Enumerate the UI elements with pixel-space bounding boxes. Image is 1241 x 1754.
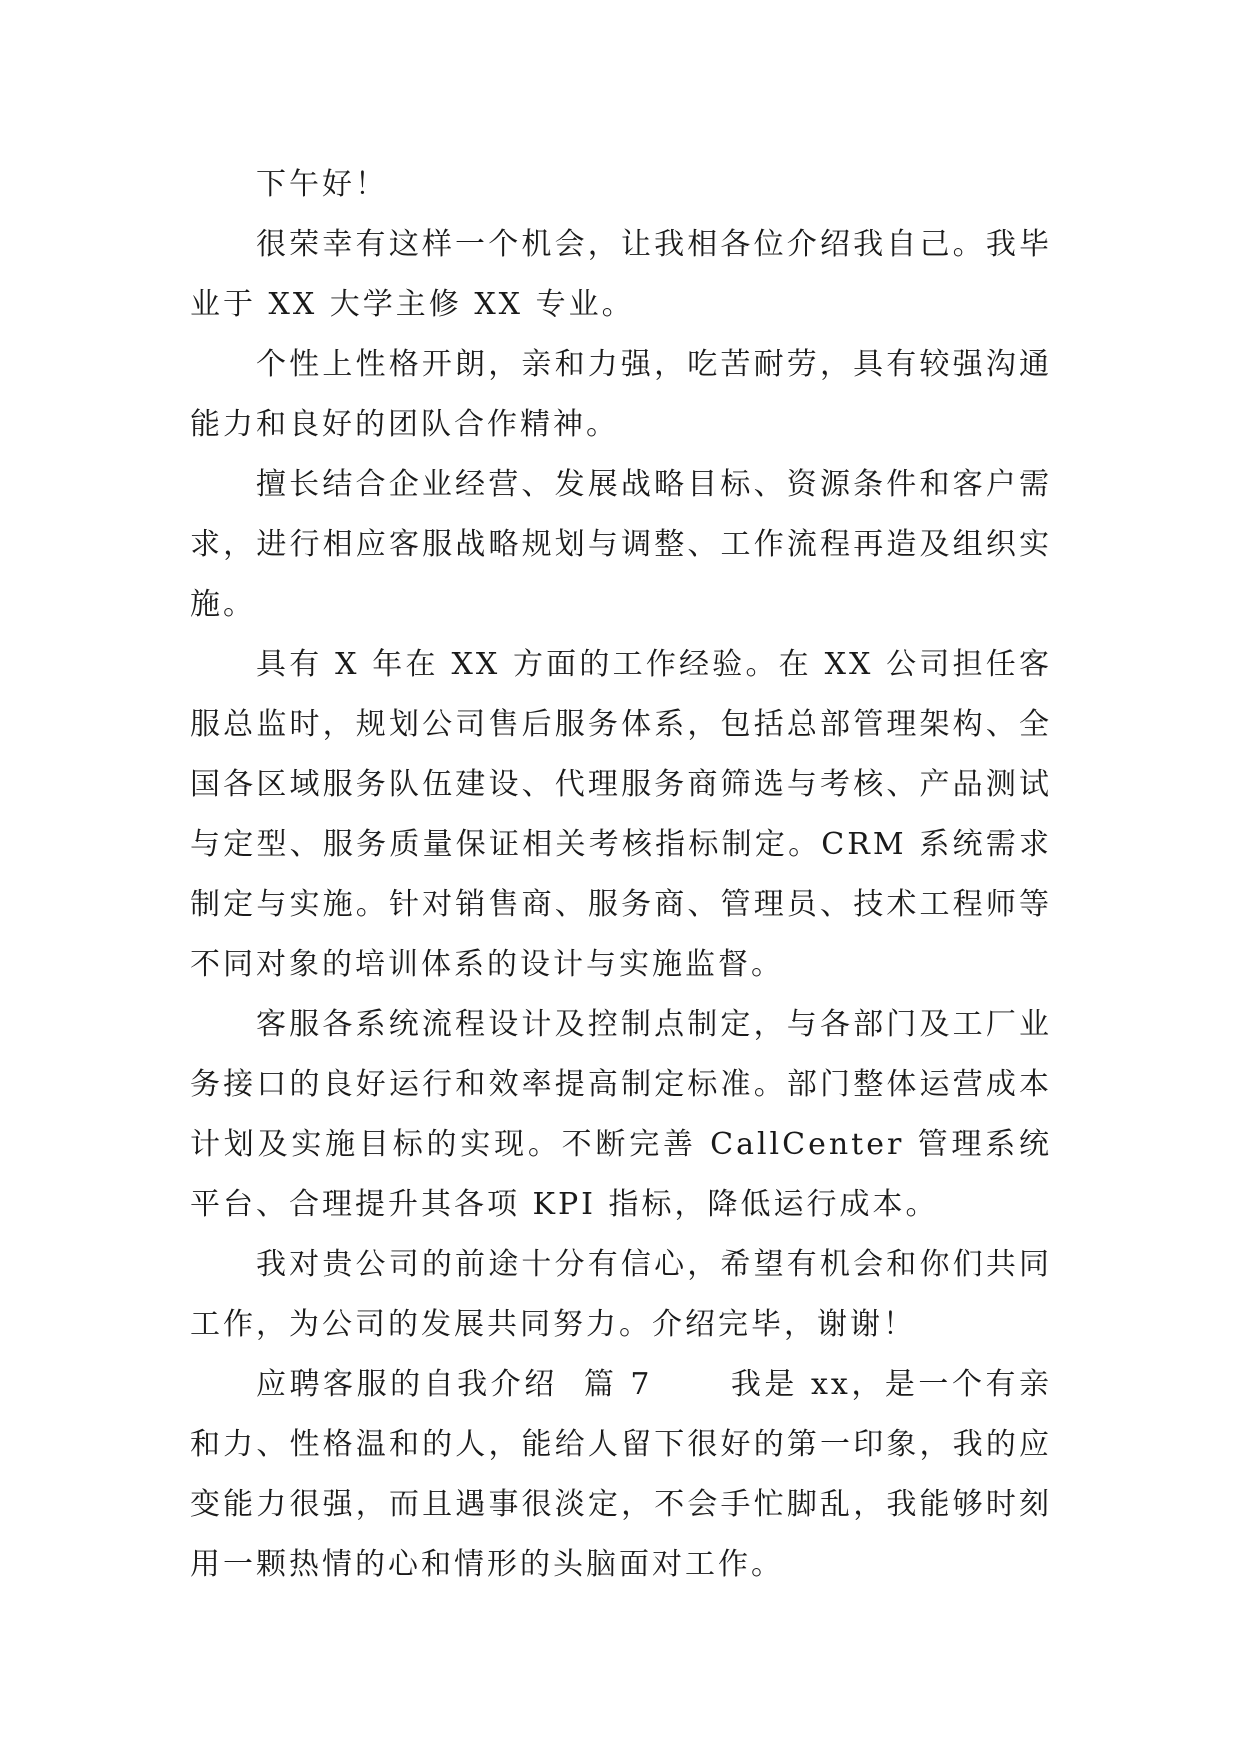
paragraph-personality: 个性上性格开朗，亲和力强，吃苦耐劳，具有较强沟通能力和良好的团队合作精神。 bbox=[190, 347, 1052, 442]
paragraph-section-7: 应聘客服的自我介绍 篇 7 我是 xx，是一个有亲和力、性格温和的人，能给人留下很好的第一印象，我的应变能力很强，而且遇事很淡定，不会手忙脚乱，我能够时刻用一颗热情的心和情形的头脑面对工作。 bbox=[190, 1367, 1052, 1582]
paragraph-process: 客服各系统流程设计及控制点制定，与各部门及工厂业务接口的良好运行和效率提高制定标准。部门整体运营成本计划及实施目标的实现。不断完善 CallCenter 管理系统平台、合理提升其各项 KPI 指标，降低运行成本。 bbox=[190, 1007, 1052, 1222]
paragraph-closing: 我对贵公司的前途十分有信心，希望有机会和你们共同工作，为公司的发展共同努力。介绍完毕，谢谢！ bbox=[190, 1247, 1052, 1342]
paragraph-experience: 具有 X 年在 XX 方面的工作经验。在 XX 公司担任客服总监时，规划公司售后服务体系，包括总部管理架构、全国各区域服务队伍建设、代理服务商筛选与考核、产品测试与定型、服务质量保证相关考核指标制定。CRM 系统需求制定与实施。针对销售商、服务商、管理员、技术工程师等不同对象的培训体系的设计与实施监督。 bbox=[190, 647, 1052, 982]
paragraph-strengths: 擅长结合企业经营、发展战略目标、资源条件和客户需求，进行相应客服战略规划与调整、工作流程再造及组织实施。 bbox=[190, 467, 1052, 622]
paragraph-greeting: 下午好！ bbox=[256, 167, 388, 202]
document-body bbox=[190, 155, 1052, 1595]
paragraph-intro: 很荣幸有这样一个机会，让我相各位介绍我自己。我毕业于 XX 大学主修 XX 专业。 bbox=[190, 227, 1052, 322]
